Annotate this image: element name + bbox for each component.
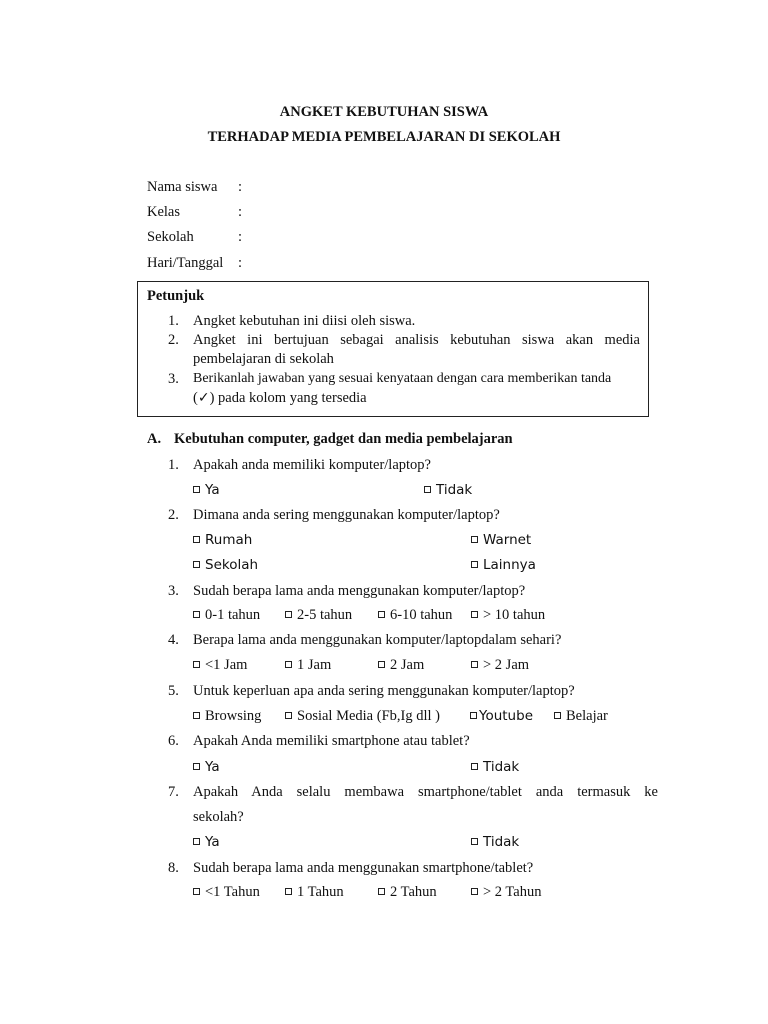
field-colon: : (238, 255, 243, 271)
checkbox[interactable] (285, 661, 292, 668)
question-7-text-line2: sekolah? (193, 809, 244, 825)
option-lainnya[interactable]: Lainnya (471, 557, 536, 573)
checkbox[interactable] (285, 611, 292, 618)
checkbox[interactable] (285, 888, 292, 895)
option-1-tahun[interactable]: 1 Tahun (285, 884, 344, 901)
checkbox[interactable] (378, 661, 385, 668)
option-belajar[interactable]: Belajar (554, 708, 608, 725)
field-label-sekolah: Sekolah (147, 229, 194, 245)
checkbox[interactable] (471, 561, 478, 568)
checkbox[interactable] (285, 712, 292, 719)
option-ya[interactable]: Ya (193, 482, 220, 498)
checkbox[interactable] (470, 712, 477, 719)
document-title: ANGKET KEBUTUHAN SISWA (279, 104, 489, 120)
checkbox[interactable] (378, 888, 385, 895)
checkmark-icon: ✓ (197, 390, 210, 406)
field-colon: : (238, 179, 243, 195)
instructions-heading: Petunjuk (147, 288, 205, 304)
checkbox[interactable] (193, 486, 200, 493)
option-more-10-tahun[interactable]: > 10 tahun (471, 607, 545, 624)
checkbox[interactable] (193, 712, 200, 719)
option-rumah[interactable]: Rumah (193, 532, 252, 548)
checkbox[interactable] (471, 661, 478, 668)
question-number: 5. (168, 683, 179, 699)
question-number: 1. (168, 457, 179, 473)
option-tidak[interactable]: Tidak (424, 482, 472, 498)
checkbox[interactable] (193, 838, 200, 845)
option-sekolah[interactable]: Sekolah (193, 557, 258, 573)
question-5-text: Untuk keperluan apa anda sering menggunakan komputer/laptop? (193, 683, 575, 699)
checkbox[interactable] (424, 486, 431, 493)
checkbox[interactable] (193, 888, 200, 895)
field-label-kelas: Kelas (147, 204, 181, 220)
instruction-number: 3. (168, 371, 179, 387)
option-tidak[interactable]: Tidak (471, 834, 519, 850)
instruction-item-1: Angket kebutuhan ini diisi oleh siswa. (193, 313, 416, 329)
checkbox[interactable] (471, 838, 478, 845)
field-label-nama: Nama siswa (147, 179, 218, 195)
option-tidak[interactable]: Tidak (471, 759, 519, 775)
instruction-item-3-line2: (✓) pada kolom yang tersedia (193, 390, 367, 406)
option-more-2-jam[interactable]: > 2 Jam (471, 657, 529, 674)
instruction-item-3-line1: Berikanlah jawaban yang sesuai kenyataan dengan cara memberikan tanda (193, 371, 612, 386)
option-less-1-tahun[interactable]: <1 Tahun (193, 884, 260, 901)
option-ya[interactable]: Ya (193, 834, 220, 850)
question-8-text: Sudah berapa lama anda menggunakan smartphone/tablet? (193, 860, 534, 876)
option-browsing[interactable]: Browsing (193, 708, 261, 725)
option-2-jam[interactable]: 2 Jam (378, 657, 424, 674)
option-2-tahun[interactable]: 2 Tahun (378, 884, 437, 901)
checkbox[interactable] (193, 763, 200, 770)
field-colon: : (238, 229, 243, 245)
question-1-text: Apakah anda memiliki komputer/laptop? (193, 457, 431, 473)
instruction-item-2-line2: pembelajaran di sekolah (193, 351, 334, 367)
section-a-letter: A. (147, 431, 162, 447)
checkbox[interactable] (193, 611, 200, 618)
field-colon: : (238, 204, 243, 220)
checkbox[interactable] (471, 536, 478, 543)
checkbox[interactable] (193, 536, 200, 543)
question-4-text: Berapa lama anda menggunakan komputer/laptopdalam sehari? (193, 632, 562, 648)
question-2-text: Dimana anda sering menggunakan komputer/laptop? (193, 507, 500, 523)
question-number: 6. (168, 733, 179, 749)
option-1-jam[interactable]: 1 Jam (285, 657, 331, 674)
option-warnet[interactable]: Warnet (471, 532, 531, 548)
instruction-number: 1. (168, 313, 179, 329)
checkbox[interactable] (471, 888, 478, 895)
field-label-hari-tanggal: Hari/Tanggal (147, 255, 224, 271)
option-more-2-tahun[interactable]: > 2 Tahun (471, 884, 541, 901)
checkbox[interactable] (554, 712, 561, 719)
checkbox[interactable] (471, 611, 478, 618)
section-a-title: Kebutuhan computer, gadget dan media pembelajaran (174, 431, 513, 447)
option-2-5-tahun[interactable]: 2-5 tahun (285, 607, 352, 624)
question-6-text: Apakah Anda memiliki smartphone atau tablet? (193, 733, 470, 749)
instruction-item-2-line1: Angket ini bertujuan sebagai analisis kebutuhan siswa akan media (193, 332, 640, 348)
document-subtitle: TERHADAP MEDIA PEMBELAJARAN DI SEKOLAH (207, 129, 561, 145)
checkbox[interactable] (378, 611, 385, 618)
question-number: 3. (168, 583, 179, 599)
checkbox[interactable] (193, 661, 200, 668)
instruction-number: 2. (168, 332, 179, 348)
option-0-1-tahun[interactable]: 0-1 tahun (193, 607, 260, 624)
option-6-10-tahun[interactable]: 6-10 tahun (378, 607, 452, 624)
option-youtube[interactable]: Youtube (470, 708, 533, 724)
option-sosial-media[interactable]: Sosial Media (Fb,Ig dll ) (285, 708, 440, 725)
question-number: 2. (168, 507, 179, 523)
checkbox[interactable] (193, 561, 200, 568)
option-less-1-jam[interactable]: <1 Jam (193, 657, 247, 674)
question-number: 4. (168, 632, 179, 648)
question-7-text-line1: Apakah Anda selalu membawa smartphone/tablet anda termasuk ke (193, 784, 658, 800)
question-number: 7. (168, 784, 179, 800)
option-ya[interactable]: Ya (193, 759, 220, 775)
question-3-text: Sudah berapa lama anda menggunakan komputer/laptop? (193, 583, 526, 599)
checkbox[interactable] (471, 763, 478, 770)
question-number: 8. (168, 860, 179, 876)
